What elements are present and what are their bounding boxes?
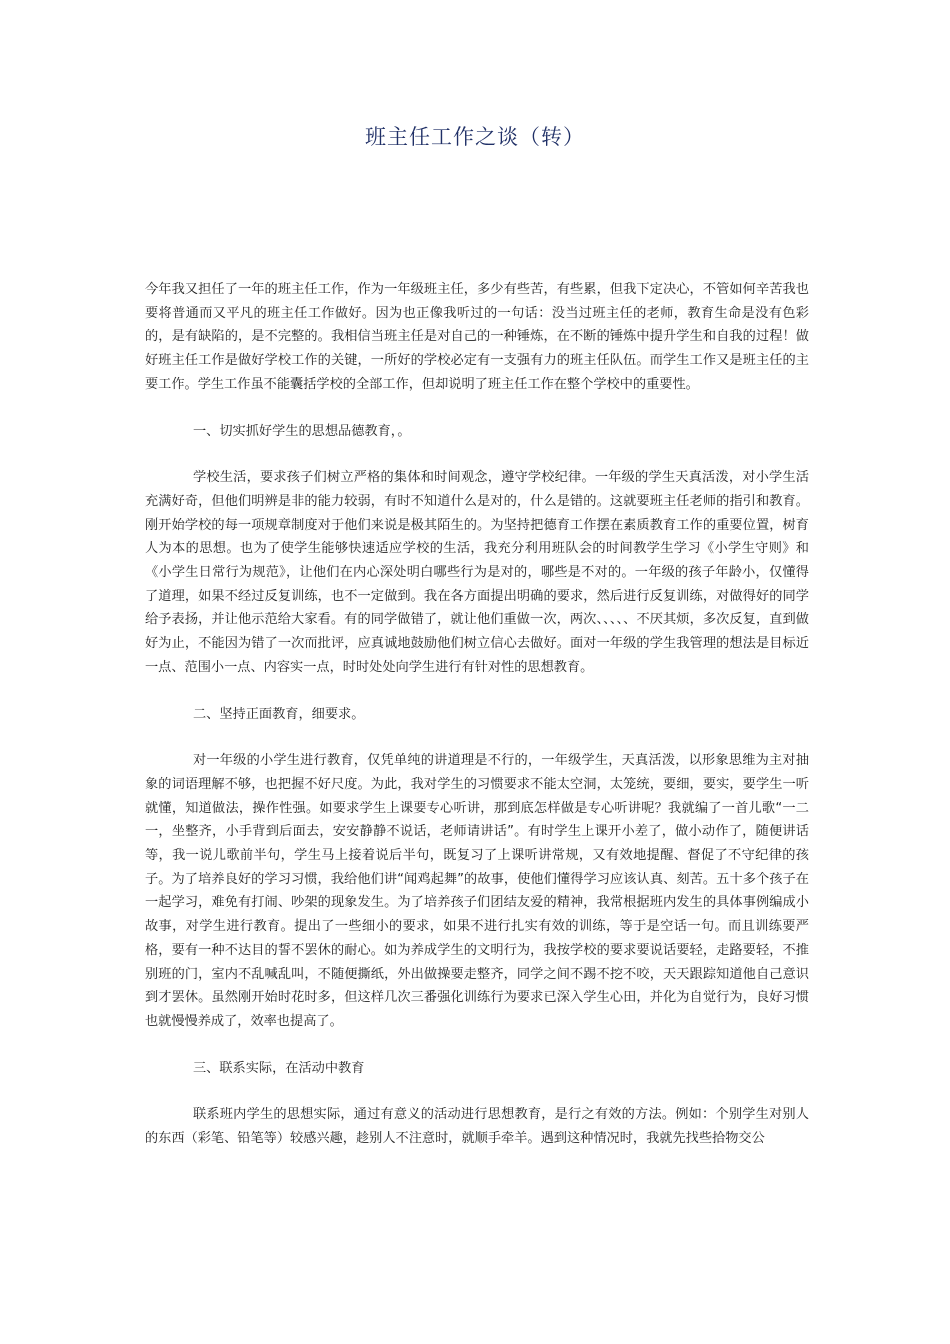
document-body: [145, 278, 809, 1151]
section-heading-2: 二、坚持正面教育，细要求。: [193, 706, 365, 722]
paragraph-gap: [145, 443, 809, 466]
paragraph-gap: [145, 726, 809, 749]
section-paragraph-1: 学校生活，要求孩子们树立严格的集体和时间观念，遵守学校纪律。一年级的学生天真活泼，对小学生活充满好奇，但他们明辨是非的能力较弱，有时不知道什么是对的，什么是错的。这就要班主任老师的指引和教育。刚开始学校的每一项规章制度对于他们来说是极其陌生的。为坚持把德育工作摆在素质教育工作的重要位置，树育人为本的思想。也为了使学生能够快速适应学校的生活，我充分利用班队会的时间教学生学习《小学生守则》和《小学生日常行为规范》，让他们在内心深处明白哪些行为是对的，哪些是不对的。一年级的孩子年龄小，仅懂得了道理，如果不经过反复训练，也不一定做到。我在各方面提出明确的要求，然后进行反复训练，对做得好的同学给予表扬，并让他示范给大家看。有的同学做错了，就让他们重做一次，两次、、、、、不厌其烦，多次反复，直到做好为止，不能因为错了一次而批评，应真诚地鼓励他们树立信心去做好。面对一年级的学生我管理的想法是目标近一点、范围小一点、内容实一点，时时处处向学生进行有针对性的思想教育。: [145, 470, 809, 675]
intro-paragraph: 今年我又担任了一年的班主任工作，作为一年级班主任，多少有些苦，有些累，但我下定决心，不管如何辛苦我也要将普通而又平凡的班主任工作做好。因为也正像我听过的一句话：没当过班主任的老师，教育生命是没有色彩的，是有缺陷的，是不完整的。我相信当班主任是对自己的一种锤炼，在不断的锤炼中提升学生和自我的过程！做好班主任工作是做好学校工作的关键，一所好的学校必定有一支强有力的班主任队伍。而学生工作又是班主任的主要工作。学生工作虽不能囊括学校的全部工作，但却说明了班主任工作在整个学校中的重要性。: [145, 282, 809, 392]
section-heading-3: 三、联系实际，在活动中教育: [193, 1060, 365, 1076]
paragraph-gap: [145, 680, 809, 703]
section-paragraph-2: 对一年级的小学生进行教育，仅凭单纯的讲道理是不行的，一年级学生，天真活泼，以形象思维为主对抽象的词语理解不够，也把握不好尺度。为此，我对学生的习惯要求不能太空洞，太笼统，要细，要实，要学生一听就懂，知道做法，操作性强。如要求学生上课要专心听讲，那到底怎样做是专心听讲呢？我就编了一首儿歌“一二一，坐整齐，小手背到后面去，安安静静不说话，老师请讲话”。有时学生上课开小差了，做小动作了，随便讲话等，我一说儿歌前半句，学生马上接着说后半句，既复习了上课听讲常规，又有效地提醒、督促了不守纪律的孩子。为了培养良好的学习习惯，我给他们讲“闻鸡起舞”的故事，使他们懂得学习应该认真、刻苦。五十多个孩子在一起学习，难免有打闹、吵架的现象发生。为了培养孩子们团结友爱的精神，我常根据班内发生的具体事例编成小故事，对学生进行教育。提出了一些细小的要求，如果不进行扎实有效的训练，等于是空话一句。而且训练要严格，要有一种不达目的誓不罢休的耐心。如为养成学生的文明行为，我按学校的要求要说话要轻，走路要轻，不推别班的门，室内不乱喊乱叫，不随便撕纸，外出做操要走整齐，同学之间不踢不挖不咬，天天跟踪知道他自己意识到才罢休。虽然刚开始时花时多，但这样几次三番强化训练行为要求已深入学生心田，并化为自觉行为，良好习惯也就慢慢养成了，效率也提高了。: [145, 753, 809, 1029]
paragraph-gap: [145, 397, 809, 420]
paragraph-gap: [145, 1080, 809, 1103]
section-paragraph-3: 联系班内学生的思想实际，通过有意义的活动进行思想教育，是行之有效的方法。例如：个别学生对别人的东西（彩笔、铅笔等）较感兴趣，趁别人不注意时，就顺手牵羊。遇到这种情况时，我就先找些拾物交公: [145, 1107, 809, 1147]
paragraph-gap: [145, 1034, 809, 1057]
document-title: 班主任工作之谈（转）: [365, 125, 585, 149]
section-heading-1: 一、切实抓好学生的思想品德教育，。: [193, 423, 411, 439]
